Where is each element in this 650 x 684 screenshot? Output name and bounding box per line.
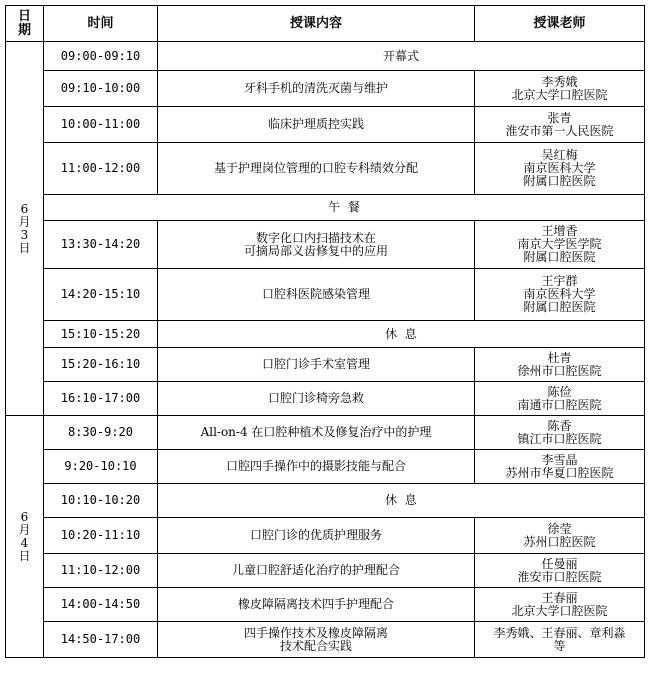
time-cell: 14:00-14:50	[44, 588, 158, 622]
time-cell: 13:30-14:20	[44, 221, 158, 269]
date-char: 月	[18, 522, 31, 537]
time-cell: 14:50-17:00	[44, 622, 158, 658]
schedule-row	[6, 71, 645, 107]
content-line: 儿童口腔舒适化治疗的护理配合	[231, 563, 400, 577]
teacher-line: 任曼丽	[541, 556, 578, 571]
content-line: 基于护理岗位管理的口腔专科绩效分配	[213, 161, 418, 175]
time-cell: 11:10-12:00	[44, 554, 158, 588]
teacher-cell	[475, 588, 645, 622]
schedule-body	[6, 42, 645, 658]
schedule-row	[6, 42, 645, 71]
date-char: 3	[20, 227, 29, 242]
content-cell	[158, 450, 475, 484]
schedule-row	[6, 416, 645, 450]
teacher-line: 徐州市口腔医院	[517, 363, 602, 378]
teacher-line: 北京大学口腔医院	[511, 603, 608, 618]
content-line: 四手操作技术及橡皮障隔离	[243, 625, 388, 640]
teacher-cell	[475, 416, 645, 450]
schedule-row	[6, 269, 645, 321]
time-cell: 11:00-12:00	[44, 143, 158, 195]
teacher-line: 王宇群	[541, 274, 578, 288]
date-char: 6	[20, 509, 29, 524]
content-cell	[158, 622, 475, 658]
content-line: All-on-4 在口腔种植术及修复治疗中的护理	[200, 425, 432, 439]
schedule-row	[6, 348, 645, 382]
time-cell: 10:00-11:00	[44, 107, 158, 143]
time-cell: 09:00-09:10	[44, 42, 158, 71]
schedule-row	[6, 518, 645, 554]
teacher-line: 杜青	[547, 350, 572, 365]
content-cell	[158, 71, 475, 107]
teacher-line: 吴红梅	[541, 148, 578, 162]
content-line: 休 息	[385, 493, 417, 507]
teacher-line: 陈香	[547, 418, 572, 433]
teacher-cell	[475, 143, 645, 195]
break-cell: 午 餐	[44, 195, 645, 221]
content-cell	[158, 588, 475, 622]
teacher-line: 李雪晶	[541, 452, 578, 467]
teacher-line: 苏州口腔医院	[523, 534, 596, 549]
teacher-line: 北京大学口腔医院	[511, 87, 608, 102]
teacher-line: 镇江市口腔医院	[517, 431, 602, 446]
date-char: 月	[18, 214, 31, 229]
content-cell	[158, 348, 475, 382]
content-line: 口腔门诊手术室管理	[261, 357, 370, 371]
content-line: 口腔门诊的优质护理服务	[249, 528, 382, 542]
content-cell	[158, 107, 475, 143]
date-char: 日	[18, 548, 31, 563]
content-line: 开幕式	[382, 48, 419, 63]
teacher-line: 徐莹	[547, 521, 572, 536]
header-date-char: 日	[17, 8, 31, 24]
time-cell: 09:10-10:00	[44, 71, 158, 107]
content-line: 技术配合实践	[279, 638, 352, 653]
teacher-cell	[475, 71, 645, 107]
teacher-line: 淮安市第一人民医院	[505, 123, 614, 138]
content-cell	[158, 221, 475, 269]
time-cell: 16:10-17:00	[44, 382, 158, 416]
content-cell	[158, 382, 475, 416]
teacher-cell	[475, 107, 645, 143]
header-date-char: 期	[17, 22, 31, 38]
header-content: 授课内容	[158, 6, 475, 42]
teacher-line: 附属口腔医院	[523, 250, 596, 264]
schedule-row	[6, 484, 645, 518]
header-time: 时间	[44, 6, 158, 42]
header-date	[6, 6, 44, 42]
content-cell	[158, 554, 475, 588]
date-cell	[6, 416, 44, 658]
content-cell	[158, 518, 475, 554]
schedule-row	[6, 382, 645, 416]
time-cell: 14:20-15:10	[44, 269, 158, 321]
time-cell: 15:10-15:20	[44, 321, 158, 348]
date-char: 日	[18, 240, 31, 255]
event-cell	[158, 321, 645, 348]
content-line: 牙科手机的清洗灭菌与维护	[243, 81, 388, 95]
teacher-line: 南通市口腔医院	[517, 397, 602, 412]
teacher-line: 李秀娥、王春丽、章利淼	[493, 625, 626, 640]
content-cell	[158, 416, 475, 450]
teacher-line: 南京医科大学	[523, 287, 596, 301]
teacher-line: 南京医科大学	[523, 161, 596, 175]
teacher-line: 苏州市华夏口腔医院	[505, 465, 614, 480]
teacher-cell	[475, 554, 645, 588]
teacher-cell	[475, 382, 645, 416]
teacher-line: 淮安市口腔医院	[517, 569, 602, 584]
schedule-table	[5, 5, 645, 658]
teacher-line: 等	[553, 638, 566, 653]
time-cell: 9:20-10:10	[44, 450, 158, 484]
time-cell: 8:30-9:20	[44, 416, 158, 450]
teacher-cell	[475, 518, 645, 554]
content-line: 临床护理质控实践	[267, 117, 364, 131]
teacher-line: 张青	[547, 110, 572, 125]
schedule-row	[6, 554, 645, 588]
schedule-row	[6, 107, 645, 143]
teacher-line: 李秀娥	[541, 74, 578, 89]
time-cell: 10:10-10:20	[44, 484, 158, 518]
teacher-cell	[475, 348, 645, 382]
event-cell	[158, 484, 645, 518]
event-cell	[158, 42, 645, 71]
schedule-row	[6, 588, 645, 622]
time-cell: 15:20-16:10	[44, 348, 158, 382]
schedule-row	[6, 221, 645, 269]
schedule-row	[6, 143, 645, 195]
header-teacher: 授课老师	[475, 6, 645, 42]
teacher-line: 附属口腔医院	[523, 300, 596, 314]
date-char: 6	[20, 201, 29, 216]
teacher-line: 附属口腔医院	[523, 174, 596, 188]
header-row	[6, 6, 645, 42]
date-char: 4	[20, 535, 29, 550]
schedule-row	[6, 321, 645, 348]
content-line: 橡皮障隔离技术四手护理配合	[237, 597, 394, 611]
teacher-cell	[475, 221, 645, 269]
teacher-line: 南京大学医学院	[517, 237, 602, 251]
content-line: 休 息	[385, 326, 417, 341]
schedule-row	[6, 622, 645, 658]
teacher-line: 王春丽	[541, 590, 578, 605]
content-line: 口腔四手操作中的摄影技能与配合	[225, 459, 406, 473]
teacher-cell	[475, 622, 645, 658]
content-cell	[158, 143, 475, 195]
teacher-line: 陈俭	[547, 384, 572, 399]
content-line: 可摘局部义齿修复中的应用	[243, 243, 388, 258]
content-line: 口腔门诊椅旁急救	[267, 391, 364, 405]
schedule-row	[6, 195, 645, 221]
date-cell	[6, 42, 44, 416]
schedule-row	[6, 450, 645, 484]
teacher-cell	[475, 450, 645, 484]
content-line: 数字化口内扫描技术在	[255, 230, 376, 245]
teacher-line: 王增香	[541, 224, 578, 238]
content-line: 口腔科医院感染管理	[261, 287, 370, 301]
teacher-cell	[475, 269, 645, 321]
time-cell: 10:20-11:10	[44, 518, 158, 554]
content-cell	[158, 269, 475, 321]
